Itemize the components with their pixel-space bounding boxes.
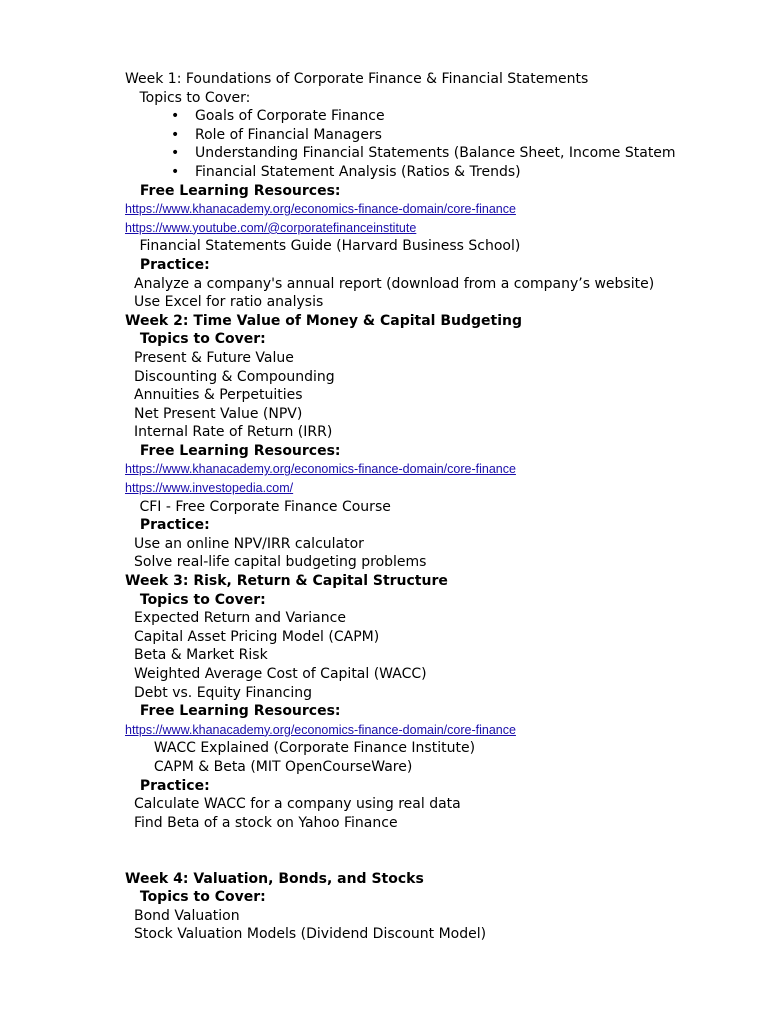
practice-item: Analyze a company's annual report (download from a company’s website) [134, 275, 655, 292]
practice-item: Calculate WACC for a company using real data [134, 796, 461, 813]
bullet-icon: • [171, 126, 180, 143]
list-item: Present & Future Value [134, 349, 294, 366]
list-item: • Financial Statement Analysis (Ratios & Trends) [171, 163, 521, 180]
week3-resources-heading: Free Learning Resources: [139, 703, 341, 720]
week3-title: Week 3: Risk, Return & Capital Structure [125, 573, 448, 590]
week4-title: Week 4: Valuation, Bonds, and Stocks [125, 870, 424, 887]
bullet-icon: • [171, 108, 180, 125]
week2-practice-heading: Practice: [139, 517, 210, 534]
resource-note: Financial Statements Guide (Harvard Business School) [139, 238, 521, 255]
week2-topics-heading: Topics to Cover: [139, 331, 266, 348]
resource-link[interactable]: https://www.khanacademy.org/economics-finance-domain/core-finance [125, 722, 516, 737]
list-item: Discounting & Compounding [134, 368, 335, 385]
practice-item: Use Excel for ratio analysis [134, 294, 324, 311]
list-item: Debt vs. Equity Financing [134, 684, 313, 701]
list-item: Internal Rate of Return (IRR) [134, 424, 333, 441]
list-item: • Role of Financial Managers [171, 126, 382, 143]
list-item: Stock Valuation Models (Dividend Discount Model) [134, 926, 487, 943]
list-item: • Goals of Corporate Finance [171, 108, 385, 125]
resource-link[interactable]: https://www.khanacademy.org/economics-finance-domain/core-finance [125, 202, 516, 217]
week1-resources-heading: Free Learning Resources: [139, 182, 341, 199]
list-item: Capital Asset Pricing Model (CAPM) [134, 628, 380, 645]
list-item: Bond Valuation [134, 907, 240, 924]
document-body [125, 70, 685, 944]
week1-topics-heading: Topics to Cover: [139, 89, 251, 106]
week1-title: Week 1: Foundations of Corporate Finance & Financial Statements [125, 71, 589, 87]
list-item: Beta & Market Risk [134, 647, 268, 664]
resource-link[interactable]: https://www.khanacademy.org/economics-finance-domain/core-finance [125, 462, 516, 477]
week1-practice-heading: Practice: [139, 256, 210, 273]
practice-item: Solve real-life capital budgeting problems [134, 554, 427, 571]
resource-link[interactable]: https://www.youtube.com/@corporatefinanceinstitute [125, 220, 417, 235]
week3-topics-heading: Topics to Cover: [139, 591, 266, 608]
bullet-icon: • [171, 163, 180, 180]
list-item: Expected Return and Variance [134, 610, 346, 627]
resource-note: WACC Explained (Corporate Finance Institute) [153, 740, 476, 757]
list-item: Net Present Value (NPV) [134, 405, 303, 422]
resource-note: CAPM & Beta (MIT OpenCourseWare) [153, 758, 413, 775]
practice-item: Use an online NPV/IRR calculator [134, 535, 364, 552]
week3-practice-heading: Practice: [139, 777, 210, 794]
list-item: Weighted Average Cost of Capital (WACC) [134, 666, 427, 682]
week4-topics-heading: Topics to Cover: [139, 889, 266, 906]
resource-link[interactable]: https://www.investopedia.com/ [125, 481, 294, 496]
list-item: Annuities & Perpetuities [134, 387, 303, 404]
week2-resources-heading: Free Learning Resources: [139, 442, 341, 459]
list-item: • Understanding Financial Statements (Balance Sheet, Income Statem [171, 145, 676, 162]
week2-title: Week 2: Time Value of Money & Capital Budgeting [125, 312, 522, 329]
bullet-icon: • [171, 145, 180, 162]
practice-item: Find Beta of a stock on Yahoo Finance [134, 814, 398, 831]
resource-note: CFI - Free Corporate Finance Course [139, 498, 391, 515]
